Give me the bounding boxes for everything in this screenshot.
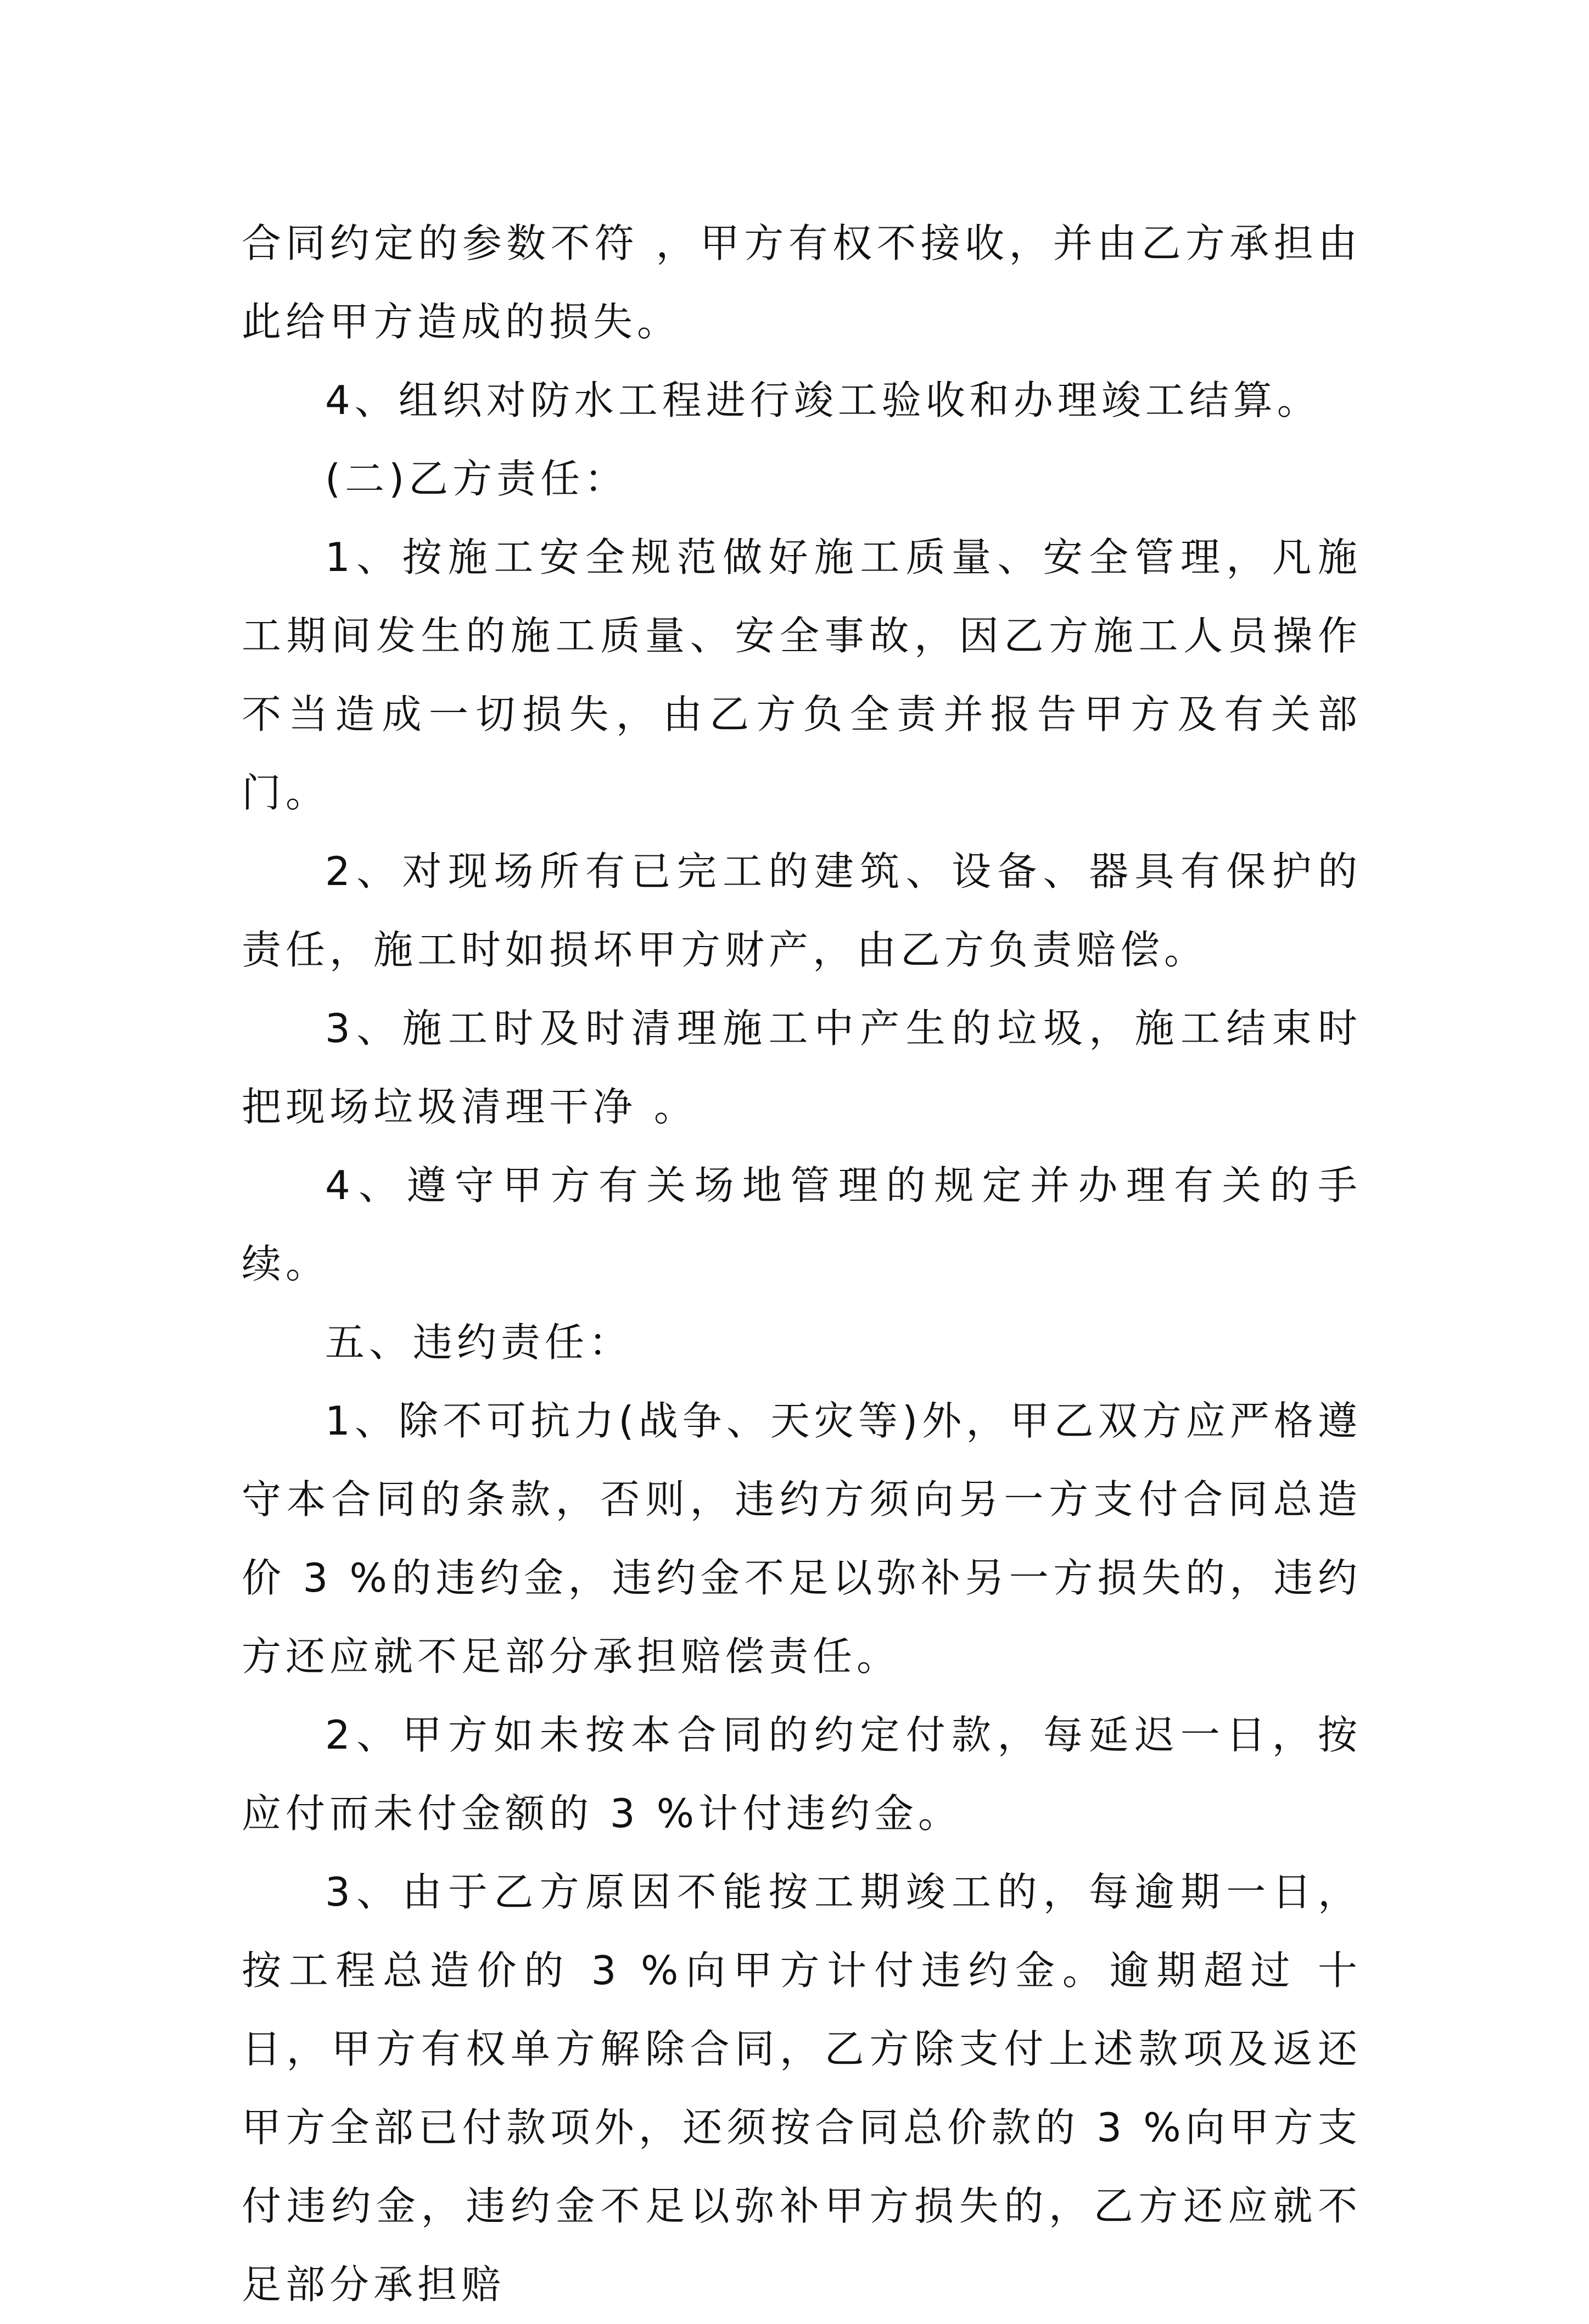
- section-heading-party-b: (二)乙方责任：: [325, 456, 629, 502]
- paragraph-clause-b3: 3、施工时及时清理施工中产生的垃圾，施工结束时把现场垃圾清理干净 。: [242, 1005, 1362, 1130]
- paragraph-continuation: 合同约定的参数不符 ，甲方有权不接收，并由乙方承担由此给甲方造成的损失。: [242, 220, 1362, 345]
- paragraph-clause-a4: 4、组织对防水工程进行竣工验收和办理竣工结算。: [325, 377, 1321, 423]
- document-body: [242, 204, 1362, 2324]
- paragraph-breach-2: 2、甲方如未按本合同的约定付款，每延迟一日，按应付而未付金额的 3 %计付违约金。: [242, 1712, 1362, 1836]
- paragraph-clause-b1: 1、按施工安全规范做好施工质量、安全管理，凡施工期间发生的施工质量、安全事故，因乙方施工人员操作不当造成一切损失，由乙方负全责并报告甲方及有关部门。: [242, 534, 1362, 816]
- paragraph-breach-3: 3、由于乙方原因不能按工期竣工的，每逾期一日，按工程总造价的 3 %向甲方计付违约金。逾期超过 十 日，甲方有权单方解除合同，乙方除支付上述款项及返还甲方全部已付款项外，还须按合同总价款的 3 %向甲方支付违约金，违约金不足以弥补甲方损失的，乙方还应就不足部分承担赔: [242, 1869, 1362, 2308]
- paragraph-breach-1: 1、除不可抗力(战争、天灾等)外，甲乙双方应严格遵守本合同的条款，否则，违约方须向另一方支付合同总造价 3 %的违约金，违约金不足以弥补另一方损失的，违约方还应就不足部分承担赔偿责任。: [242, 1398, 1362, 1679]
- section-heading-breach: 五、违约责任：: [325, 1319, 633, 1365]
- paragraph-clause-b2: 2、对现场所有已完工的建筑、设备、器具有保护的责任，施工时如损坏甲方财产，由乙方负责赔偿。: [242, 848, 1362, 973]
- paragraph-clause-b4: 4、遵守甲方有关场地管理的规定并办理有关的手续。: [242, 1162, 1362, 1287]
